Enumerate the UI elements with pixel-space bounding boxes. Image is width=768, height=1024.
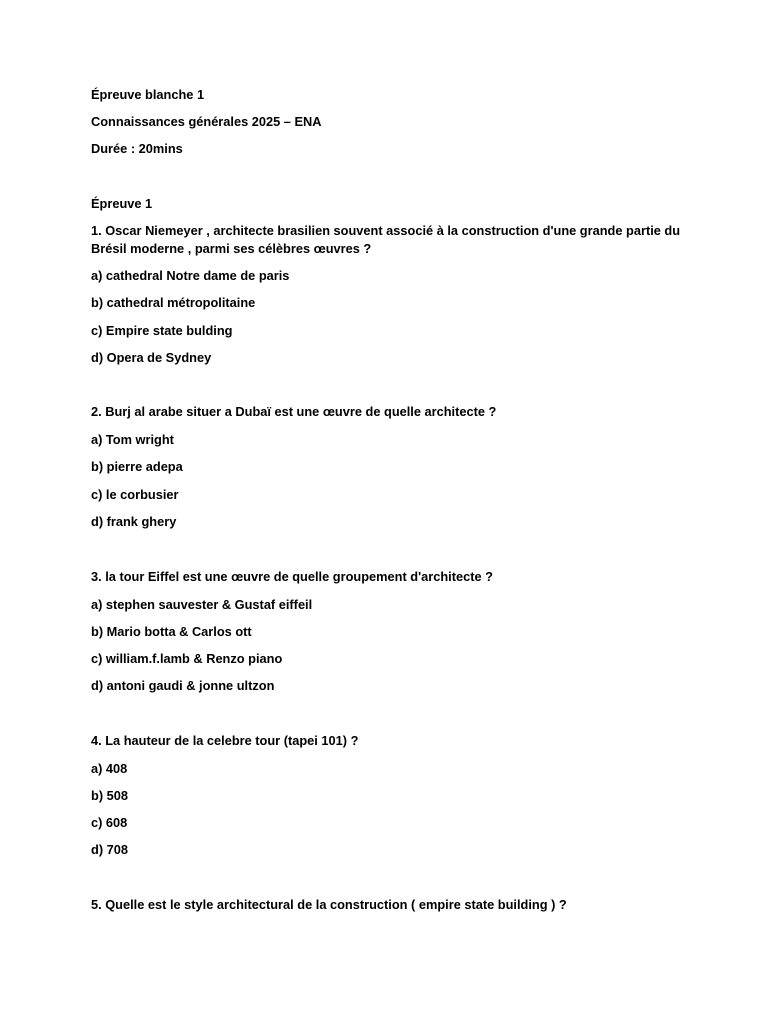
question-4-option-b: b) 508 <box>91 788 128 803</box>
question-2-option-d: d) frank ghery <box>91 514 177 529</box>
question-4-option-a: a) 408 <box>91 761 128 776</box>
question-2-option-b: b) pierre adepa <box>91 459 183 474</box>
question-1-option-d: d) Opera de Sydney <box>91 350 212 365</box>
question-3-option-d: d) antoni gaudi & jonne ultzon <box>91 678 275 693</box>
question-3-option-c: c) william.f.lamb & Renzo piano <box>91 651 283 666</box>
exam-duration: Durée : 20mins <box>91 141 183 156</box>
question-2-option-c: c) le corbusier <box>91 487 179 502</box>
question-4-option-c: c) 608 <box>91 815 128 830</box>
question-1-option-c: c) Empire state bulding <box>91 323 233 338</box>
document-title: Épreuve blanche 1 <box>91 87 205 102</box>
question-1-text: 1. Oscar Niemeyer , architecte brasilien souvent associé à la construction d'une grande partie du Brésil moderne , parmi ses célèbres œuvres ? <box>91 223 681 256</box>
section-title: Épreuve 1 <box>91 196 153 211</box>
question-2-option-a: a) Tom wright <box>91 432 174 447</box>
question-3-option-b: b) Mario botta & Carlos ott <box>91 624 252 639</box>
question-4-text: 4. La hauteur de la celebre tour (tapei 101) ? <box>91 733 359 748</box>
question-4-option-d: d) 708 <box>91 842 128 857</box>
question-3-text: 3. la tour Eiffel est une œuvre de quelle groupement d'architecte ? <box>91 569 493 584</box>
question-1-option-b: b) cathedral métropolitaine <box>91 295 256 310</box>
question-3-option-a: a) stephen sauvester & Gustaf eiffeil <box>91 597 313 612</box>
question-2-text: 2. Burj al arabe situer a Dubaï est une œuvre de quelle architecte ? <box>91 404 497 419</box>
question-5-text: 5. Quelle est le style architectural de la construction ( empire state building ) ? <box>91 897 567 912</box>
question-1-option-a: a) cathedral Notre dame de paris <box>91 268 290 283</box>
document-subtitle: Connaissances générales 2025 – ENA <box>91 114 322 129</box>
